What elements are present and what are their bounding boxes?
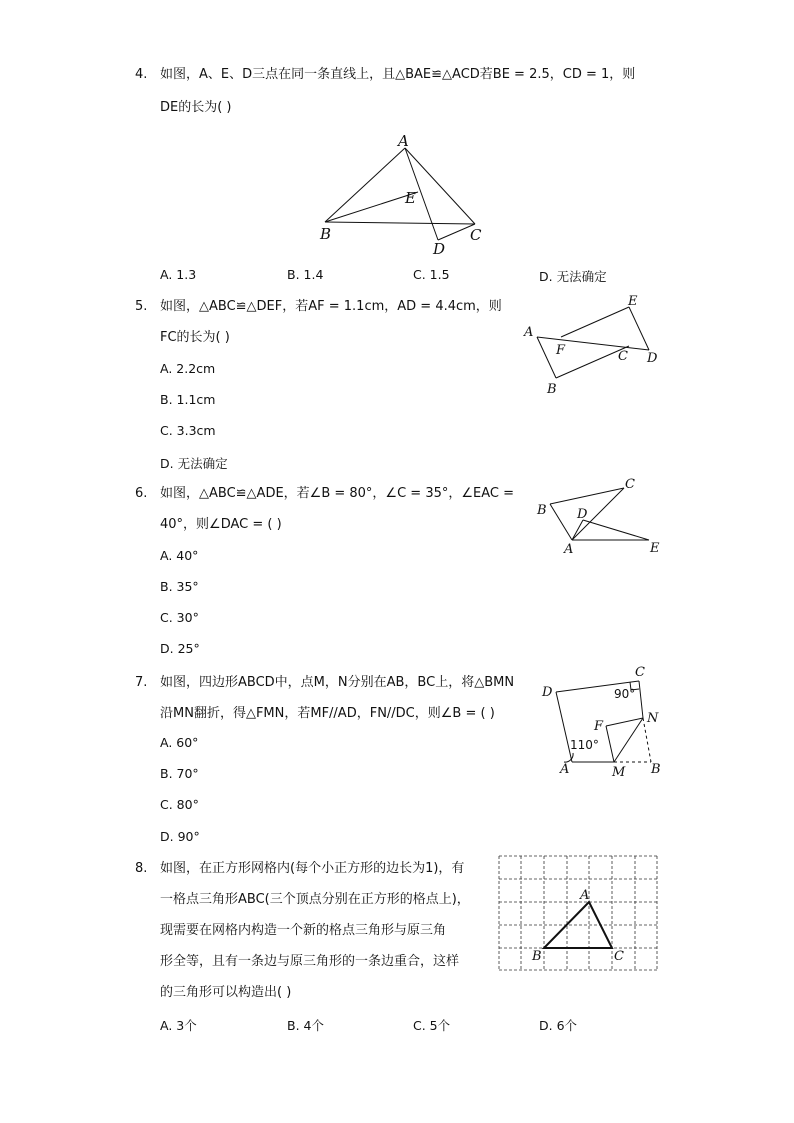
fig7-label-a: A	[560, 762, 570, 777]
question-5-line-1: 如图，△ABC≌△DEF，若AF = 1.1cm，AD = 4.4cm，则	[160, 299, 502, 314]
question-8-line-1: 如图，在正方形网格内(每个小正方形的边长为1)，有	[160, 861, 465, 876]
question-5-option-d[interactable]: D. 无法确定	[160, 456, 228, 471]
question-5-option-b[interactable]: B. 1.1cm	[160, 392, 216, 407]
fig5-label-e: E	[628, 294, 638, 309]
fig7-label-c: C	[635, 665, 645, 680]
question-7-option-b[interactable]: B. 70°	[160, 766, 199, 781]
fig6-label-a: A	[564, 542, 574, 557]
question-4-option-b[interactable]: B. 1.4	[287, 267, 324, 282]
fig4-label-b: B	[320, 225, 332, 243]
question-4-line-2: DE的长为( )	[160, 100, 232, 115]
fig7-label-110: 110°	[570, 738, 599, 752]
fig4-label-e: E	[405, 189, 416, 207]
question-6-option-d[interactable]: D. 25°	[160, 641, 200, 656]
fig4-label-c: C	[470, 226, 482, 244]
question-6-line-2: 40°，则∠DAC = ( )	[160, 517, 282, 532]
question-7-number: 7.	[135, 675, 148, 690]
fig7-label-m: M	[612, 765, 626, 780]
fig8-label-c: C	[614, 949, 624, 964]
question-8-option-d[interactable]: D. 6个	[539, 1018, 578, 1033]
question-4-option-d[interactable]: D. 无法确定	[539, 269, 607, 284]
fig5-label-b: B	[547, 382, 557, 397]
fig7-label-90: 90°	[614, 687, 636, 701]
question-8-line-3: 现需要在网格内构造一个新的格点三角形与原三角	[160, 923, 447, 938]
question-4-line-1: 如图，A、E、D三点在同一条直线上，且△BAE≌△ACD若BE = 2.5，CD = 1，则	[160, 67, 636, 82]
question-8-option-c[interactable]: C. 5个	[413, 1018, 451, 1033]
question-6-line-1: 如图，△ABC≌△ADE，若∠B = 80°，∠C = 35°，∠EAC =	[160, 486, 515, 501]
fig8-label-b: B	[532, 949, 542, 964]
question-7-line-1: 如图，四边形ABCD中，点M，N分别在AB，BC上，将△BMN	[160, 675, 515, 690]
fig7-label-f: F	[594, 719, 604, 734]
fig6-label-d: D	[577, 507, 588, 522]
question-7-option-d[interactable]: D. 90°	[160, 829, 200, 844]
fig4-label-a: A	[398, 132, 409, 150]
fig6-label-b: B	[537, 503, 547, 518]
fig6-label-c: C	[625, 477, 635, 492]
question-5-option-a[interactable]: A. 2.2cm	[160, 361, 216, 376]
question-4-option-c[interactable]: C. 1.5	[413, 267, 450, 282]
question-6-option-c[interactable]: C. 30°	[160, 610, 199, 625]
question-5-option-c[interactable]: C. 3.3cm	[160, 423, 216, 438]
question-8-line-2: 一格点三角形ABC(三个顶点分别在正方形的格点上)，	[160, 892, 470, 907]
fig6-label-e: E	[650, 541, 660, 556]
fig7-label-b: B	[651, 762, 661, 777]
question-6-option-b[interactable]: B. 35°	[160, 579, 199, 594]
fig8-label-a: A	[580, 888, 590, 903]
question-7-option-c[interactable]: C. 80°	[160, 797, 199, 812]
question-5-line-2: FC的长为( )	[160, 330, 230, 345]
fig5-label-d: D	[647, 351, 658, 366]
question-8-line-4: 形全等，且有一条边与原三角形的一条边重合，这样	[160, 954, 460, 969]
fig4-label-d: D	[433, 240, 446, 258]
question-6-option-a[interactable]: A. 40°	[160, 548, 199, 563]
fig5-label-f: F	[556, 343, 566, 358]
question-6-number: 6.	[135, 486, 148, 501]
question-8-option-b[interactable]: B. 4个	[287, 1018, 324, 1033]
question-4-number: 4.	[135, 67, 148, 82]
question-4-option-a[interactable]: A. 1.3	[160, 267, 197, 282]
fig7-label-n: N	[647, 711, 659, 726]
question-8-option-a[interactable]: A. 3个	[160, 1018, 197, 1033]
question-8-line-5: 的三角形可以构造出( )	[160, 985, 292, 1000]
fig5-label-c: C	[618, 349, 628, 364]
question-8-number: 8.	[135, 861, 148, 876]
question-5-number: 5.	[135, 299, 148, 314]
question-7-option-a[interactable]: A. 60°	[160, 735, 199, 750]
fig5-label-a: A	[524, 325, 534, 340]
question-7-line-2: 沿MN翻折，得△FMN，若MF//AD，FN//DC，则∠B = ( )	[160, 706, 495, 721]
fig7-label-d: D	[542, 685, 553, 700]
